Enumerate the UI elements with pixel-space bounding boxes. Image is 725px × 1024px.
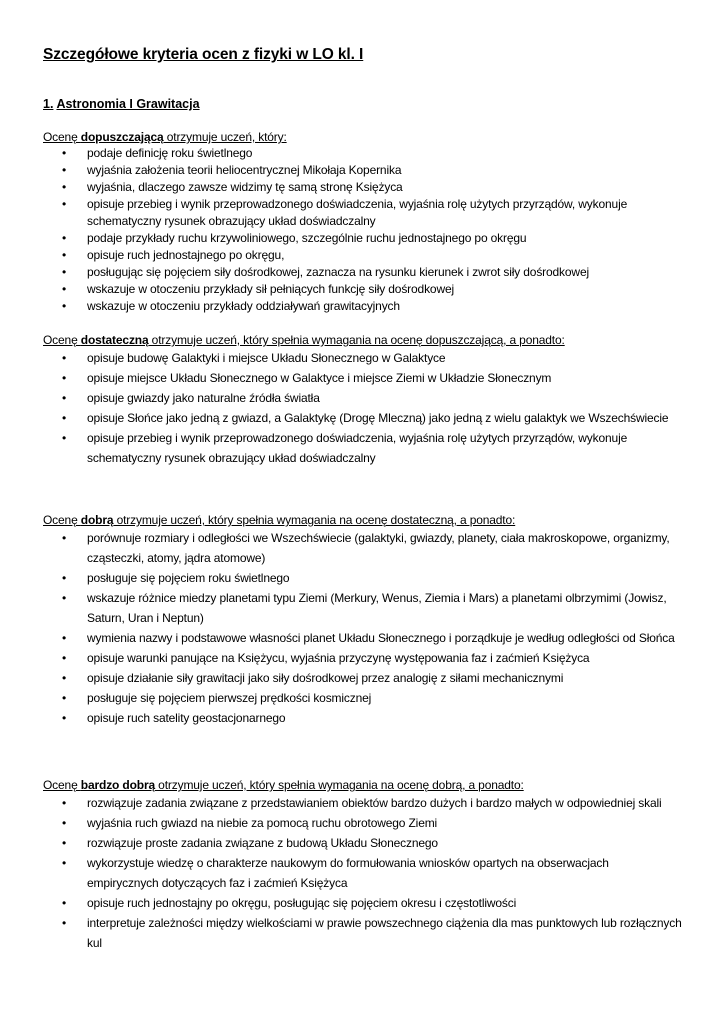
criterion-text: wykorzystuje wiedzę o charakterze naukowym do formułowania wniosków opartych na obserwacjach empirycznych dotyczących faz i zaćmień Księżyca (87, 856, 609, 890)
bullet-icon: • (62, 671, 67, 685)
list-item (43, 408, 683, 428)
criterion-text: opisuje przebieg i wynik przeprowadzonego doświadczenia, wyjaśnia rolę użytych przyrządów, wykonuje schematyczny rysunek obrazujący układ doświadczalny (87, 431, 628, 465)
criterion-text: opisuje ruch jednostajnego po okręgu, (87, 248, 285, 262)
list-item (43, 853, 683, 893)
criterion-text: opisuje budowę Galaktyki i miejsce Układu Słonecznego w Galaktyce (87, 351, 446, 365)
grade-intro (43, 332, 683, 348)
grade-intro-suffix: otrzymuje uczeń, który spełnia wymagania na ocenę dopuszczającą, a ponadto: (148, 333, 565, 347)
grade-intro-prefix: Ocenę (43, 130, 81, 144)
section-number: 1. (43, 97, 54, 111)
bullet-icon: • (62, 631, 67, 645)
list-item (43, 230, 683, 247)
bullet-icon: • (62, 146, 67, 160)
list-item (43, 628, 683, 648)
criterion-text: wskazuje w otoczeniu przykłady oddziaływań grawitacyjnych (87, 299, 400, 313)
criterion-text: opisuje gwiazdy jako naturalne źródła światła (87, 391, 320, 405)
grade-block-dopuszczajaca (43, 129, 683, 315)
criteria-list (43, 528, 683, 728)
grade-intro-suffix: otrzymuje uczeń, który spełnia wymagania na ocenę dobrą, a ponadto: (155, 778, 524, 792)
list-item (43, 348, 683, 368)
list-item (43, 145, 683, 162)
bullet-icon: • (62, 391, 67, 405)
section-title: Astronomia I Grawitacja (56, 97, 200, 111)
grade-intro-suffix: otrzymuje uczeń, który: (163, 130, 287, 144)
bullet-icon: • (62, 265, 67, 279)
criterion-text: posługuje się pojęciem roku świetlnego (87, 571, 290, 585)
bullet-icon: • (62, 282, 67, 296)
bullet-icon: • (62, 180, 67, 194)
bullet-icon: • (62, 248, 67, 262)
bullet-icon: • (62, 711, 67, 725)
grade-name: bardzo dobrą (80, 778, 155, 792)
list-item (43, 648, 683, 668)
list-item (43, 688, 683, 708)
document-title: Szczegółowe kryteria ocen z fizyki w LO kl. I (43, 46, 364, 63)
bullet-icon: • (62, 796, 67, 810)
criteria-list (43, 348, 683, 468)
criteria-list (43, 793, 683, 953)
criterion-text: posługuje się pojęciem pierwszej prędkości kosmicznej (87, 691, 372, 705)
bullet-icon: • (62, 431, 67, 445)
criterion-text: podaje przykłady ruchu krzywoliniowego, szczególnie ruchu jednostajnego po okręgu (87, 231, 527, 245)
list-item (43, 588, 683, 628)
list-item (43, 668, 683, 688)
list-item (43, 162, 683, 179)
criterion-text: opisuje przebieg i wynik przeprowadzonego doświadczenia, wyjaśnia rolę użytych przyrządów, wykonuje schematyczny rysunek obrazujący układ doświadczalny (87, 197, 628, 228)
bullet-icon: • (62, 651, 67, 665)
bullet-icon: • (62, 896, 67, 910)
bullet-icon: • (62, 531, 67, 545)
list-item (43, 264, 683, 281)
grade-intro-prefix: Ocenę (43, 513, 81, 527)
criterion-text: wyjaśnia, dlaczego zawsze widzimy tę samą stronę Księżyca (87, 180, 403, 194)
bullet-icon: • (62, 571, 67, 585)
list-item (43, 893, 683, 913)
grade-intro (43, 512, 683, 528)
grade-name: dobrą (80, 513, 114, 527)
grade-block-bardzo-dobra (43, 777, 683, 953)
list-item (43, 813, 683, 833)
bullet-icon: • (62, 371, 67, 385)
criterion-text: rozwiązuje zadania związane z przedstawianiem obiektów bardzo dużych i bardzo małych w odpowiedniej skali (87, 796, 662, 810)
criterion-text: wyjaśnia założenia teorii heliocentrycznej Mikołaja Kopernika (87, 163, 402, 177)
grade-name: dopuszczającą (80, 130, 164, 144)
grade-name: dostateczną (80, 333, 149, 347)
list-item (43, 428, 683, 468)
criterion-text: opisuje działanie siły grawitacji jako siły dośrodkowej przez analogię z siłami mechanicznymi (87, 671, 564, 685)
grade-intro (43, 129, 683, 145)
grade-intro-prefix: Ocenę (43, 778, 81, 792)
grade-intro (43, 777, 683, 793)
criterion-text: rozwiązuje proste zadania związane z budową Układu Słonecznego (87, 836, 438, 850)
list-item (43, 281, 683, 298)
bullet-icon: • (62, 351, 67, 365)
grade-intro-suffix: otrzymuje uczeń, który spełnia wymagania na ocenę dostateczną, a ponadto: (113, 513, 516, 527)
list-item (43, 568, 683, 588)
grade-block-dobra (43, 512, 683, 728)
list-item (43, 179, 683, 196)
bullet-icon: • (62, 816, 67, 830)
criterion-text: wskazuje w otoczeniu przykłady sił pełniących funkcję siły dośrodkowej (87, 282, 455, 296)
list-item (43, 708, 683, 728)
list-item (43, 913, 683, 953)
bullet-icon: • (62, 163, 67, 177)
criterion-text: opisuje ruch satelity geostacjonarnego (87, 711, 286, 725)
bullet-icon: • (62, 856, 67, 870)
bullet-icon: • (62, 411, 67, 425)
bullet-icon: • (62, 197, 67, 211)
grade-intro-prefix: Ocenę (43, 333, 81, 347)
criteria-list (43, 145, 683, 315)
list-item (43, 247, 683, 264)
bullet-icon: • (62, 591, 67, 605)
list-item (43, 793, 683, 813)
bullet-icon: • (62, 691, 67, 705)
criterion-text: wskazuje różnice miedzy planetami typu Ziemi (Merkury, Wenus, Ziemia i Mars) a planetami olbrzymimi (Jowisz, Saturn, Uran i Neptun) (87, 591, 667, 625)
list-item (43, 528, 683, 568)
criterion-text: opisuje warunki panujące na Księżycu, wyjaśnia przyczynę występowania faz i zaćmień Księżyca (87, 651, 590, 665)
criterion-text: podaje definicję roku świetlnego (87, 146, 253, 160)
bullet-icon: • (62, 916, 67, 930)
section-heading (43, 97, 200, 111)
criterion-text: opisuje Słońce jako jedną z gwiazd, a Galaktykę (Drogę Mleczną) jako jedną z wielu galaktyk we Wszechświecie (87, 411, 669, 425)
criterion-text: opisuje ruch jednostajny po okręgu, posługując się pojęciem okresu i częstotliwości (87, 896, 517, 910)
grade-block-dostateczna (43, 332, 683, 468)
list-item (43, 196, 683, 230)
list-item (43, 298, 683, 315)
criterion-text: interpretuje zależności między wielkościami w prawie powszechnego ciążenia dla mas punktowych lub rozłącznych kul (87, 916, 682, 950)
bullet-icon: • (62, 231, 67, 245)
list-item (43, 368, 683, 388)
criterion-text: posługując się pojęciem siły dośrodkowej, zaznacza na rysunku kierunek i zwrot siły dośrodkowej (87, 265, 589, 279)
list-item (43, 388, 683, 408)
bullet-icon: • (62, 299, 67, 313)
criterion-text: porównuje rozmiary i odległości we Wszechświecie (galaktyki, gwiazdy, planety, ciała makroskopowe, organizmy, cząsteczki, atomy, jądra atomowe) (87, 531, 670, 565)
bullet-icon: • (62, 836, 67, 850)
criterion-text: wymienia nazwy i podstawowe własności planet Układu Słonecznego i porządkuje je według odległości od Słońca (87, 631, 675, 645)
criterion-text: wyjaśnia ruch gwiazd na niebie za pomocą ruchu obrotowego Ziemi (87, 816, 438, 830)
criterion-text: opisuje miejsce Układu Słonecznego w Galaktyce i miejsce Ziemi w Układzie Słonecznym (87, 371, 552, 385)
list-item (43, 833, 683, 853)
